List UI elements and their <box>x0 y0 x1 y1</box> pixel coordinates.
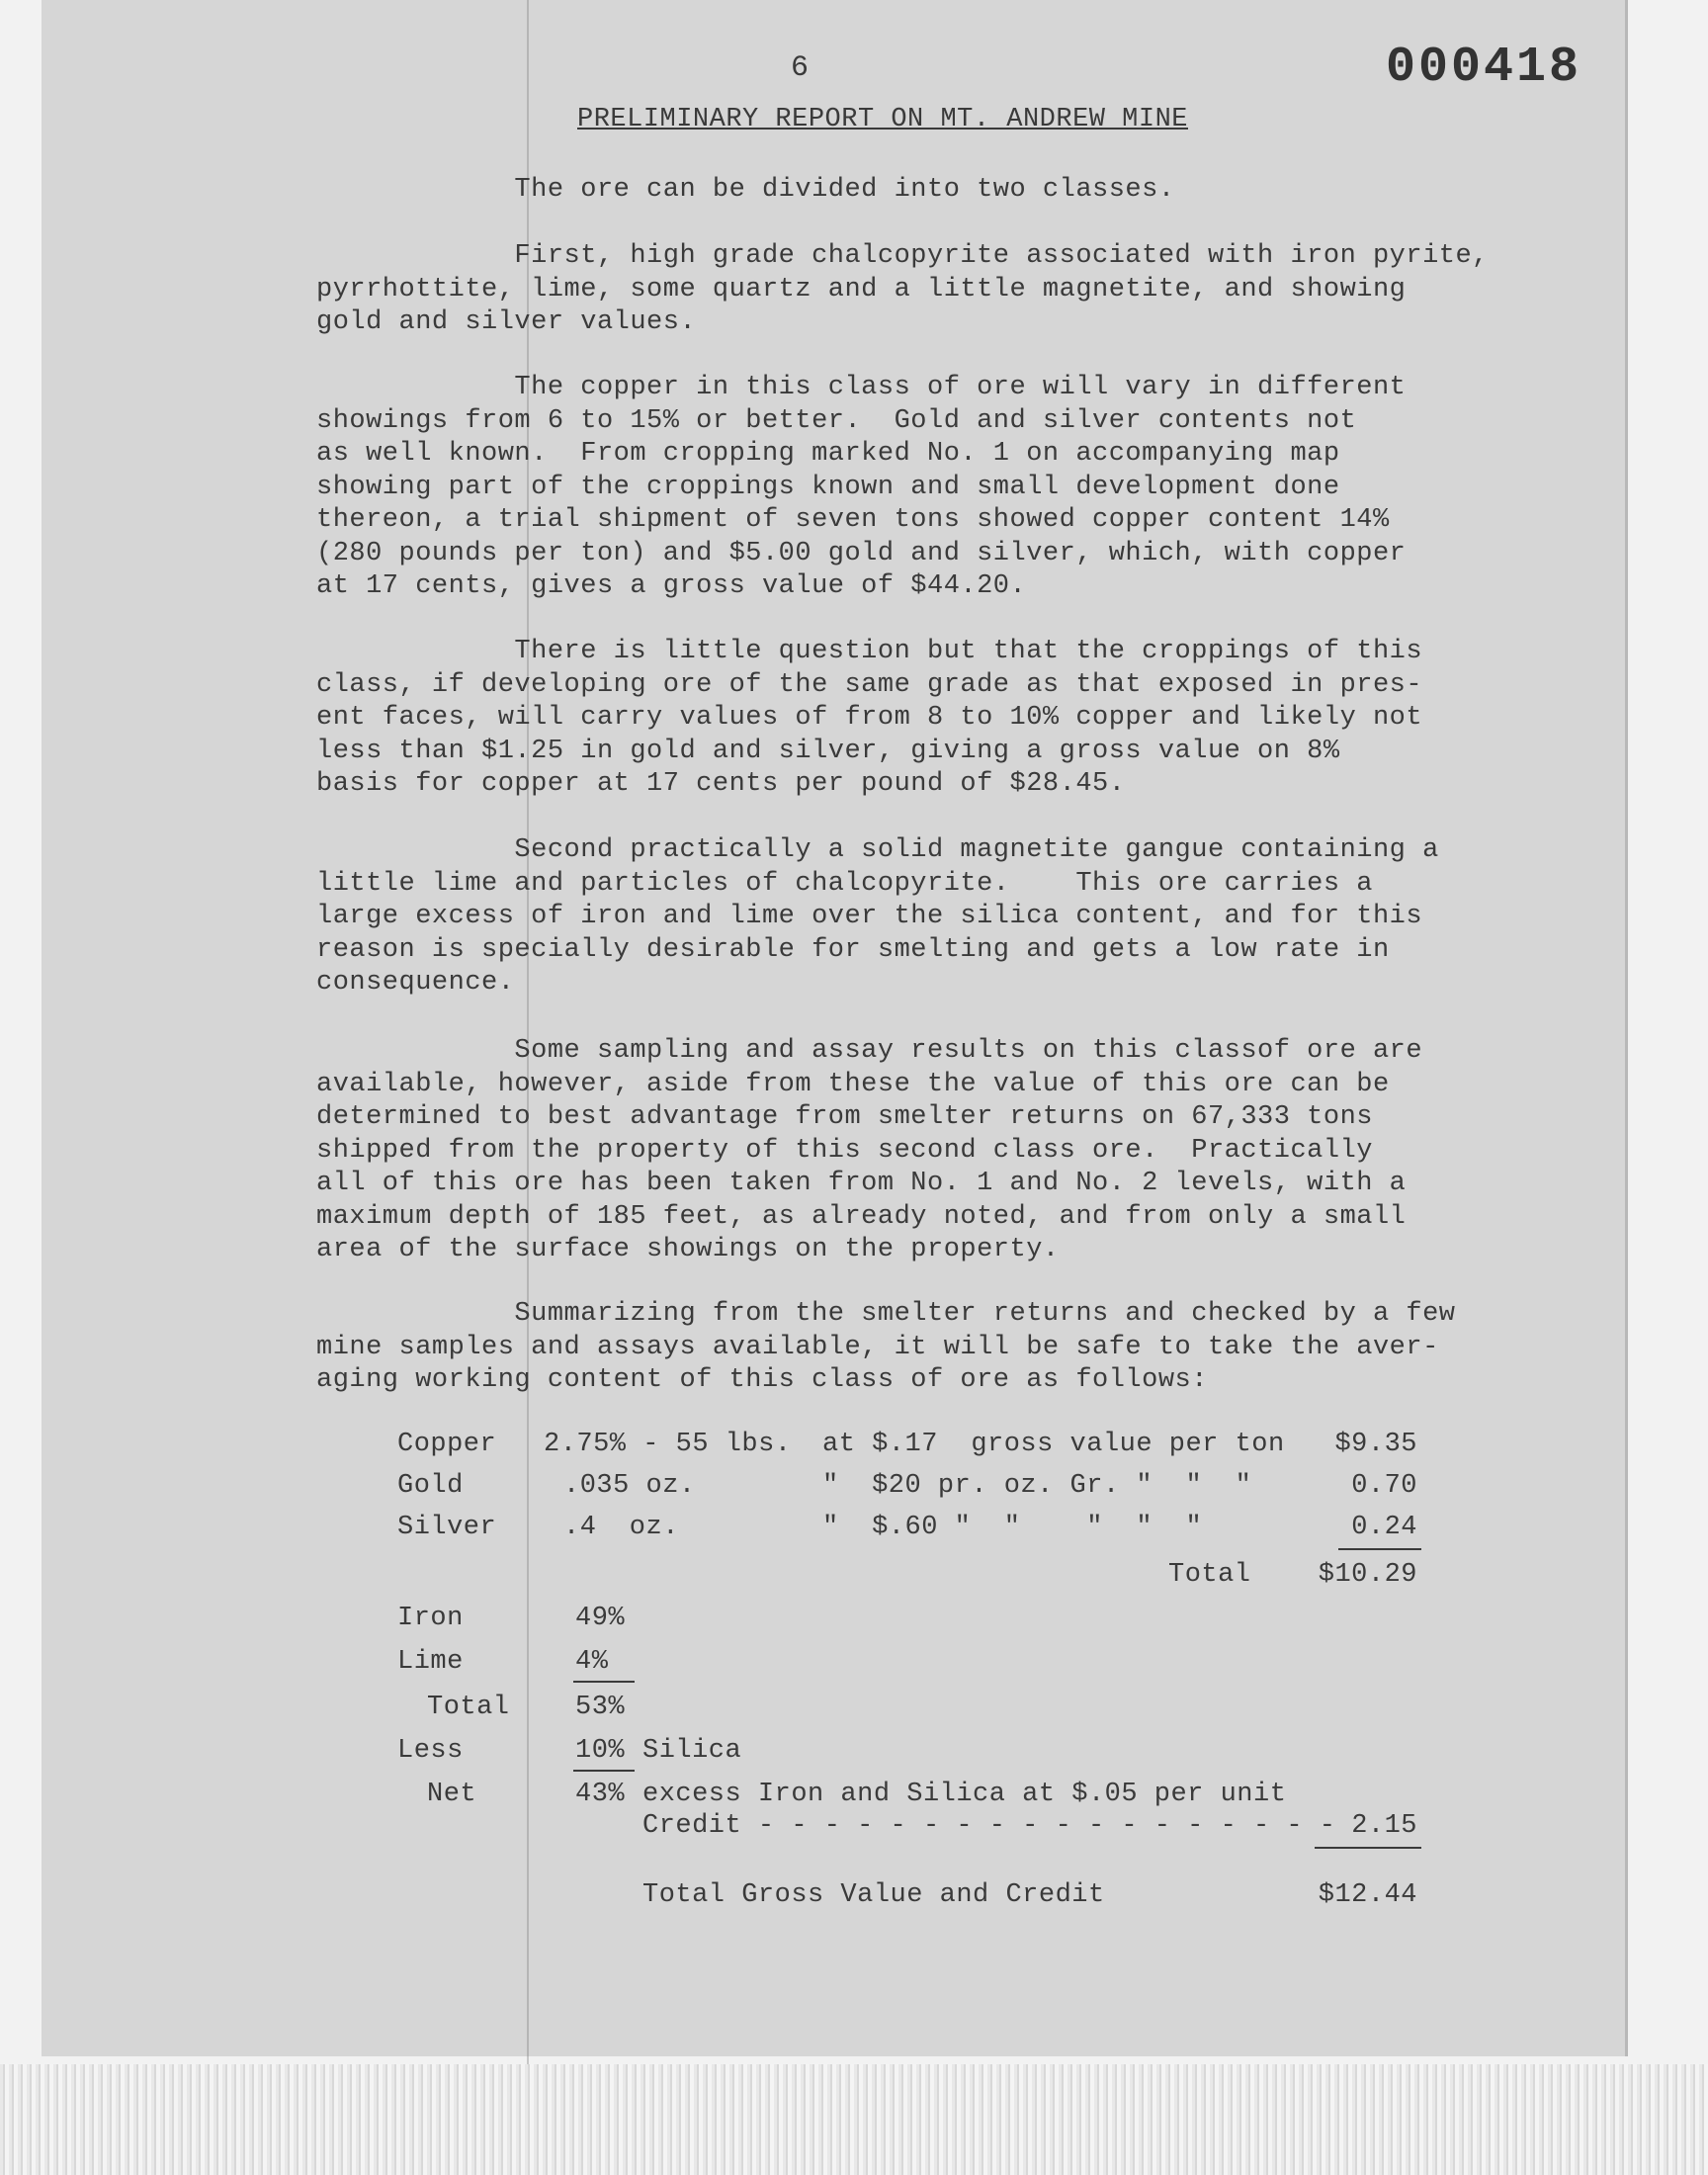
page-title: PRELIMINARY REPORT ON MT. ANDREW MINE <box>577 105 1188 134</box>
paragraph-intro: The ore can be divided into two classes. <box>316 175 1175 205</box>
row-value: 49% <box>575 1604 626 1633</box>
row-label: Total <box>427 1693 510 1722</box>
paragraph-second-class: Second practically a solid magnetite gangue containing a little lime and particles of chalcopyrite. This ore carries a large excess of iron and lime over the silica content, and for this reason is specially desirable for smelting and gets a low rate in consequence. <box>316 835 1439 998</box>
metal-value: 0.24 <box>1351 1513 1417 1542</box>
row-value: 43% <box>575 1780 626 1809</box>
row-suffix: excess Iron and Silica at $.05 per unit <box>642 1780 1287 1809</box>
paragraph-sampling: Some sampling and assay results on this classof ore are available, however, aside from these the value of this ore can be determined to best advantage from smelter returns on 67,333 tons shipped from the property of this second class ore. Practically all of this ore has been taken from No. 1 and No. 2 levels, with a maximum depth of 185 feet, as already noted, and from only a small area of the surface showings on the property. <box>316 1036 1423 1264</box>
row-value: 53% <box>575 1693 626 1722</box>
metal-content: .4 oz. <box>563 1513 679 1542</box>
metal-label: Copper <box>397 1430 497 1459</box>
credit-rule <box>1315 1847 1421 1849</box>
row-label: Iron <box>397 1604 464 1633</box>
sum-rule <box>573 1681 635 1683</box>
metal-rate: at $.17 gross value per ton <box>822 1430 1285 1459</box>
row-label: Lime <box>397 1647 464 1677</box>
metal-content: 2.75% - 55 lbs. <box>544 1430 792 1459</box>
grand-total-label: Total Gross Value and Credit <box>642 1880 1105 1910</box>
metal-rate: " $.60 " " " " " <box>822 1513 1203 1542</box>
grand-total-value: $12.44 <box>1318 1880 1417 1910</box>
total-value: $10.29 <box>1318 1560 1417 1590</box>
difference-rule <box>573 1770 635 1772</box>
row-value: 4% <box>575 1647 609 1677</box>
paragraph-first-class: First, high grade chalcopyrite associated with iron pyrite, pyrrhottite, lime, some quartz and a little magnetite, and showing gold and silver values. <box>316 241 1489 337</box>
page-number: 6 <box>791 51 810 85</box>
document-number: 000418 <box>1385 40 1581 96</box>
row-value: 10% <box>575 1736 626 1766</box>
credit-label: Credit - - - - - - - - - - - - - - - - - - <box>642 1811 1336 1841</box>
total-label: Total <box>1168 1560 1251 1590</box>
row-suffix: Silica <box>642 1736 742 1766</box>
metal-label: Silver <box>397 1513 497 1542</box>
metal-label: Gold <box>397 1471 464 1501</box>
credit-value: 2.15 <box>1351 1811 1417 1841</box>
scan-edge <box>0 2064 1708 2175</box>
metal-rate: " $20 pr. oz. Gr. " " " <box>822 1471 1252 1501</box>
row-label: Net <box>427 1780 477 1809</box>
paragraph-summary: Summarizing from the smelter returns and checked by a few mine samples and assays available, it will be safe to take the aver- aging working content of this class of ore as follows: <box>316 1299 1456 1395</box>
subtotal-rule <box>1338 1548 1421 1550</box>
metal-value: $9.35 <box>1334 1430 1417 1459</box>
paragraph-copper-content: The copper in this class of ore will vary in different showings from 6 to 15% or better. Gold and silver contents not as well known. From cropping marked No. 1 on accompanying map showing part of the croppings known and small development done thereon, a trial shipment of seven tons showed copper content 14% (280 pounds per ton) and $5.00 gold and silver, which, with copper at 17 cents, gives a gross value of $44.20. <box>316 373 1407 601</box>
metal-content: .035 oz. <box>563 1471 696 1501</box>
paragraph-croppings: There is little question but that the croppings of this class, if developing ore of the same grade as that exposed in pres- ent faces, will carry values of from 8 to 10% copper and likely not less than $1.25 in gold and silver, giving a gross value on 8% basis for copper at 17 cents per pound of $28.45. <box>316 637 1423 799</box>
row-label: Less <box>397 1736 464 1766</box>
metal-value: 0.70 <box>1351 1471 1417 1501</box>
